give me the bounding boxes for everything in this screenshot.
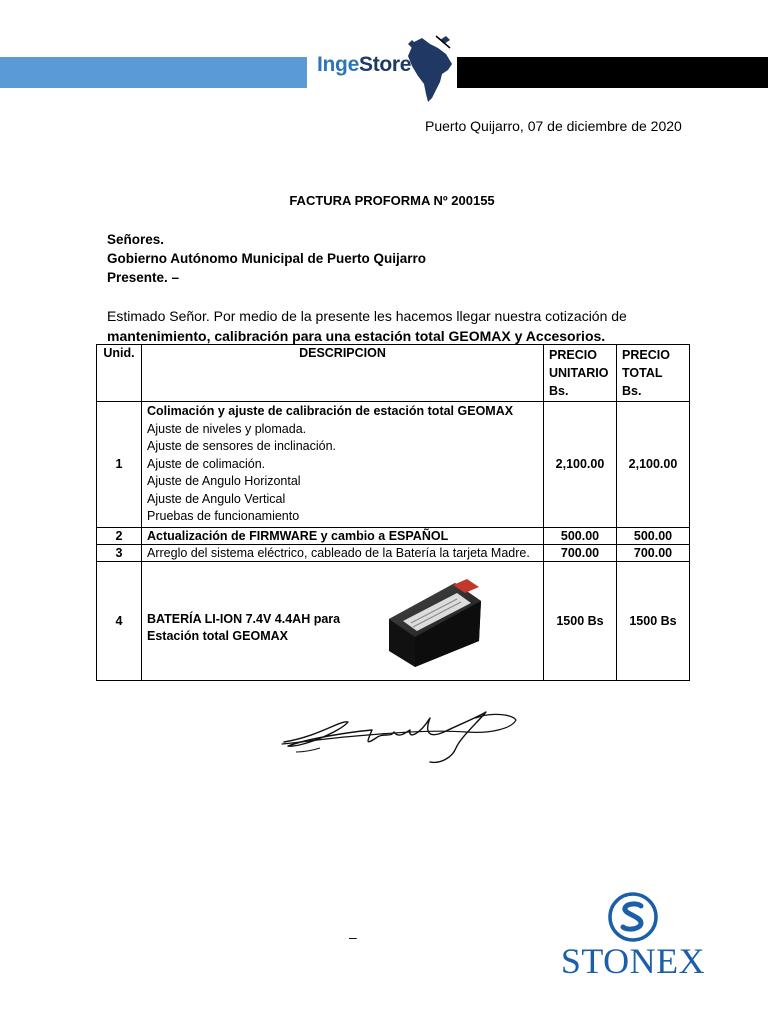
header-descripcion: DESCRIPCION [142,345,544,402]
row-total-price: 1500 Bs [617,561,690,680]
row-detail-line: Pruebas de funcionamiento [147,509,300,523]
row-unit-price: 1500 Bs [544,561,617,680]
row-detail-line: Ajuste de Angulo Horizontal [147,474,301,488]
ingestore-wordmark: IngeStore [317,53,412,76]
row-unit-price: 700.00 [544,544,617,561]
header-blue-band [0,57,307,88]
row-detail-line: Ajuste de Angulo Vertical [147,491,286,506]
row-title: Actualización de FIRMWARE y cambio a ESPAÑOL [142,527,544,544]
battery-image [383,571,487,671]
intro-bold-text: mantenimiento, calibración para una estación total GEOMAX y Accesorios. [107,328,606,344]
header-black-band [457,57,768,88]
row-total-price: 2,100.00 [617,402,690,528]
addressee-line-1: Señores. [107,232,165,247]
row-description [142,561,544,680]
row-detail-line: Ajuste de colimación. [147,456,266,471]
row-total-price: 500.00 [617,527,690,544]
intro-paragraph [107,306,637,346]
table-row [97,561,690,680]
row-unid: 1 [97,402,142,528]
table-row [97,402,690,528]
quotation-table [96,344,690,681]
row-detail-line: Ajuste de sensores de inclinación. [147,439,337,453]
ingestore-logo [312,34,457,106]
header-precio-total-line-2: TOTAL [622,366,663,380]
row-unid: 3 [97,544,142,561]
row-title: Colimación y ajuste de calibración de estación total GEOMAX [147,404,514,418]
table-header-row [97,345,690,402]
invoice-title: FACTURA PROFORMA Nº 200155 [289,193,495,208]
row-unit-price: 500.00 [544,527,617,544]
header-precio-total [617,345,690,402]
row-unid: 4 [97,561,142,680]
row-description: Arreglo del sistema eléctrico, cableado de la Batería la tarjeta Madre. [142,544,544,561]
table-row [97,544,690,561]
row-title-line: Estación total GEOMAX [147,628,288,643]
stonex-wordmark: STONEX [560,941,706,981]
handwritten-signature [280,708,530,770]
addressee-line-2: Gobierno Autónomo Municipal de Puerto Quijarro [107,251,427,266]
stonex-logo [546,890,720,994]
footer-dash: – [349,929,357,945]
row-detail-line: Ajuste de niveles y plomada. [147,421,307,436]
header-precio-unitario-line-2: UNITARIO [549,366,609,380]
row-title [147,611,340,645]
header-precio-unitario-line-1: PRECIO [549,348,597,362]
row-title-line: BATERÍA LI-ION 7.4V 4.4AH para [147,611,341,626]
header-unid: Unid. [97,345,142,402]
intro-plain-text: Estimado Señor. Por medio de la presente les hacemos llegar nuestra cotización de [107,308,627,324]
addressee-line-3: Presente. – [107,270,180,285]
south-america-map-icon [400,34,458,104]
row-total-price: 700.00 [617,544,690,561]
header-precio-total-line-1: PRECIO [622,348,670,362]
stonex-s-emblem-icon [608,892,658,942]
table-row [97,527,690,544]
header-precio-unitario-line-3: Bs. [549,384,569,398]
row-unit-price: 2,100.00 [544,402,617,528]
header-precio-unitario [544,345,617,402]
header-precio-total-line-3: Bs. [622,384,642,398]
row-unid: 2 [97,527,142,544]
letter-date: Puerto Quijarro, 07 de diciembre de 2020 [425,118,682,134]
row-description [142,402,544,528]
